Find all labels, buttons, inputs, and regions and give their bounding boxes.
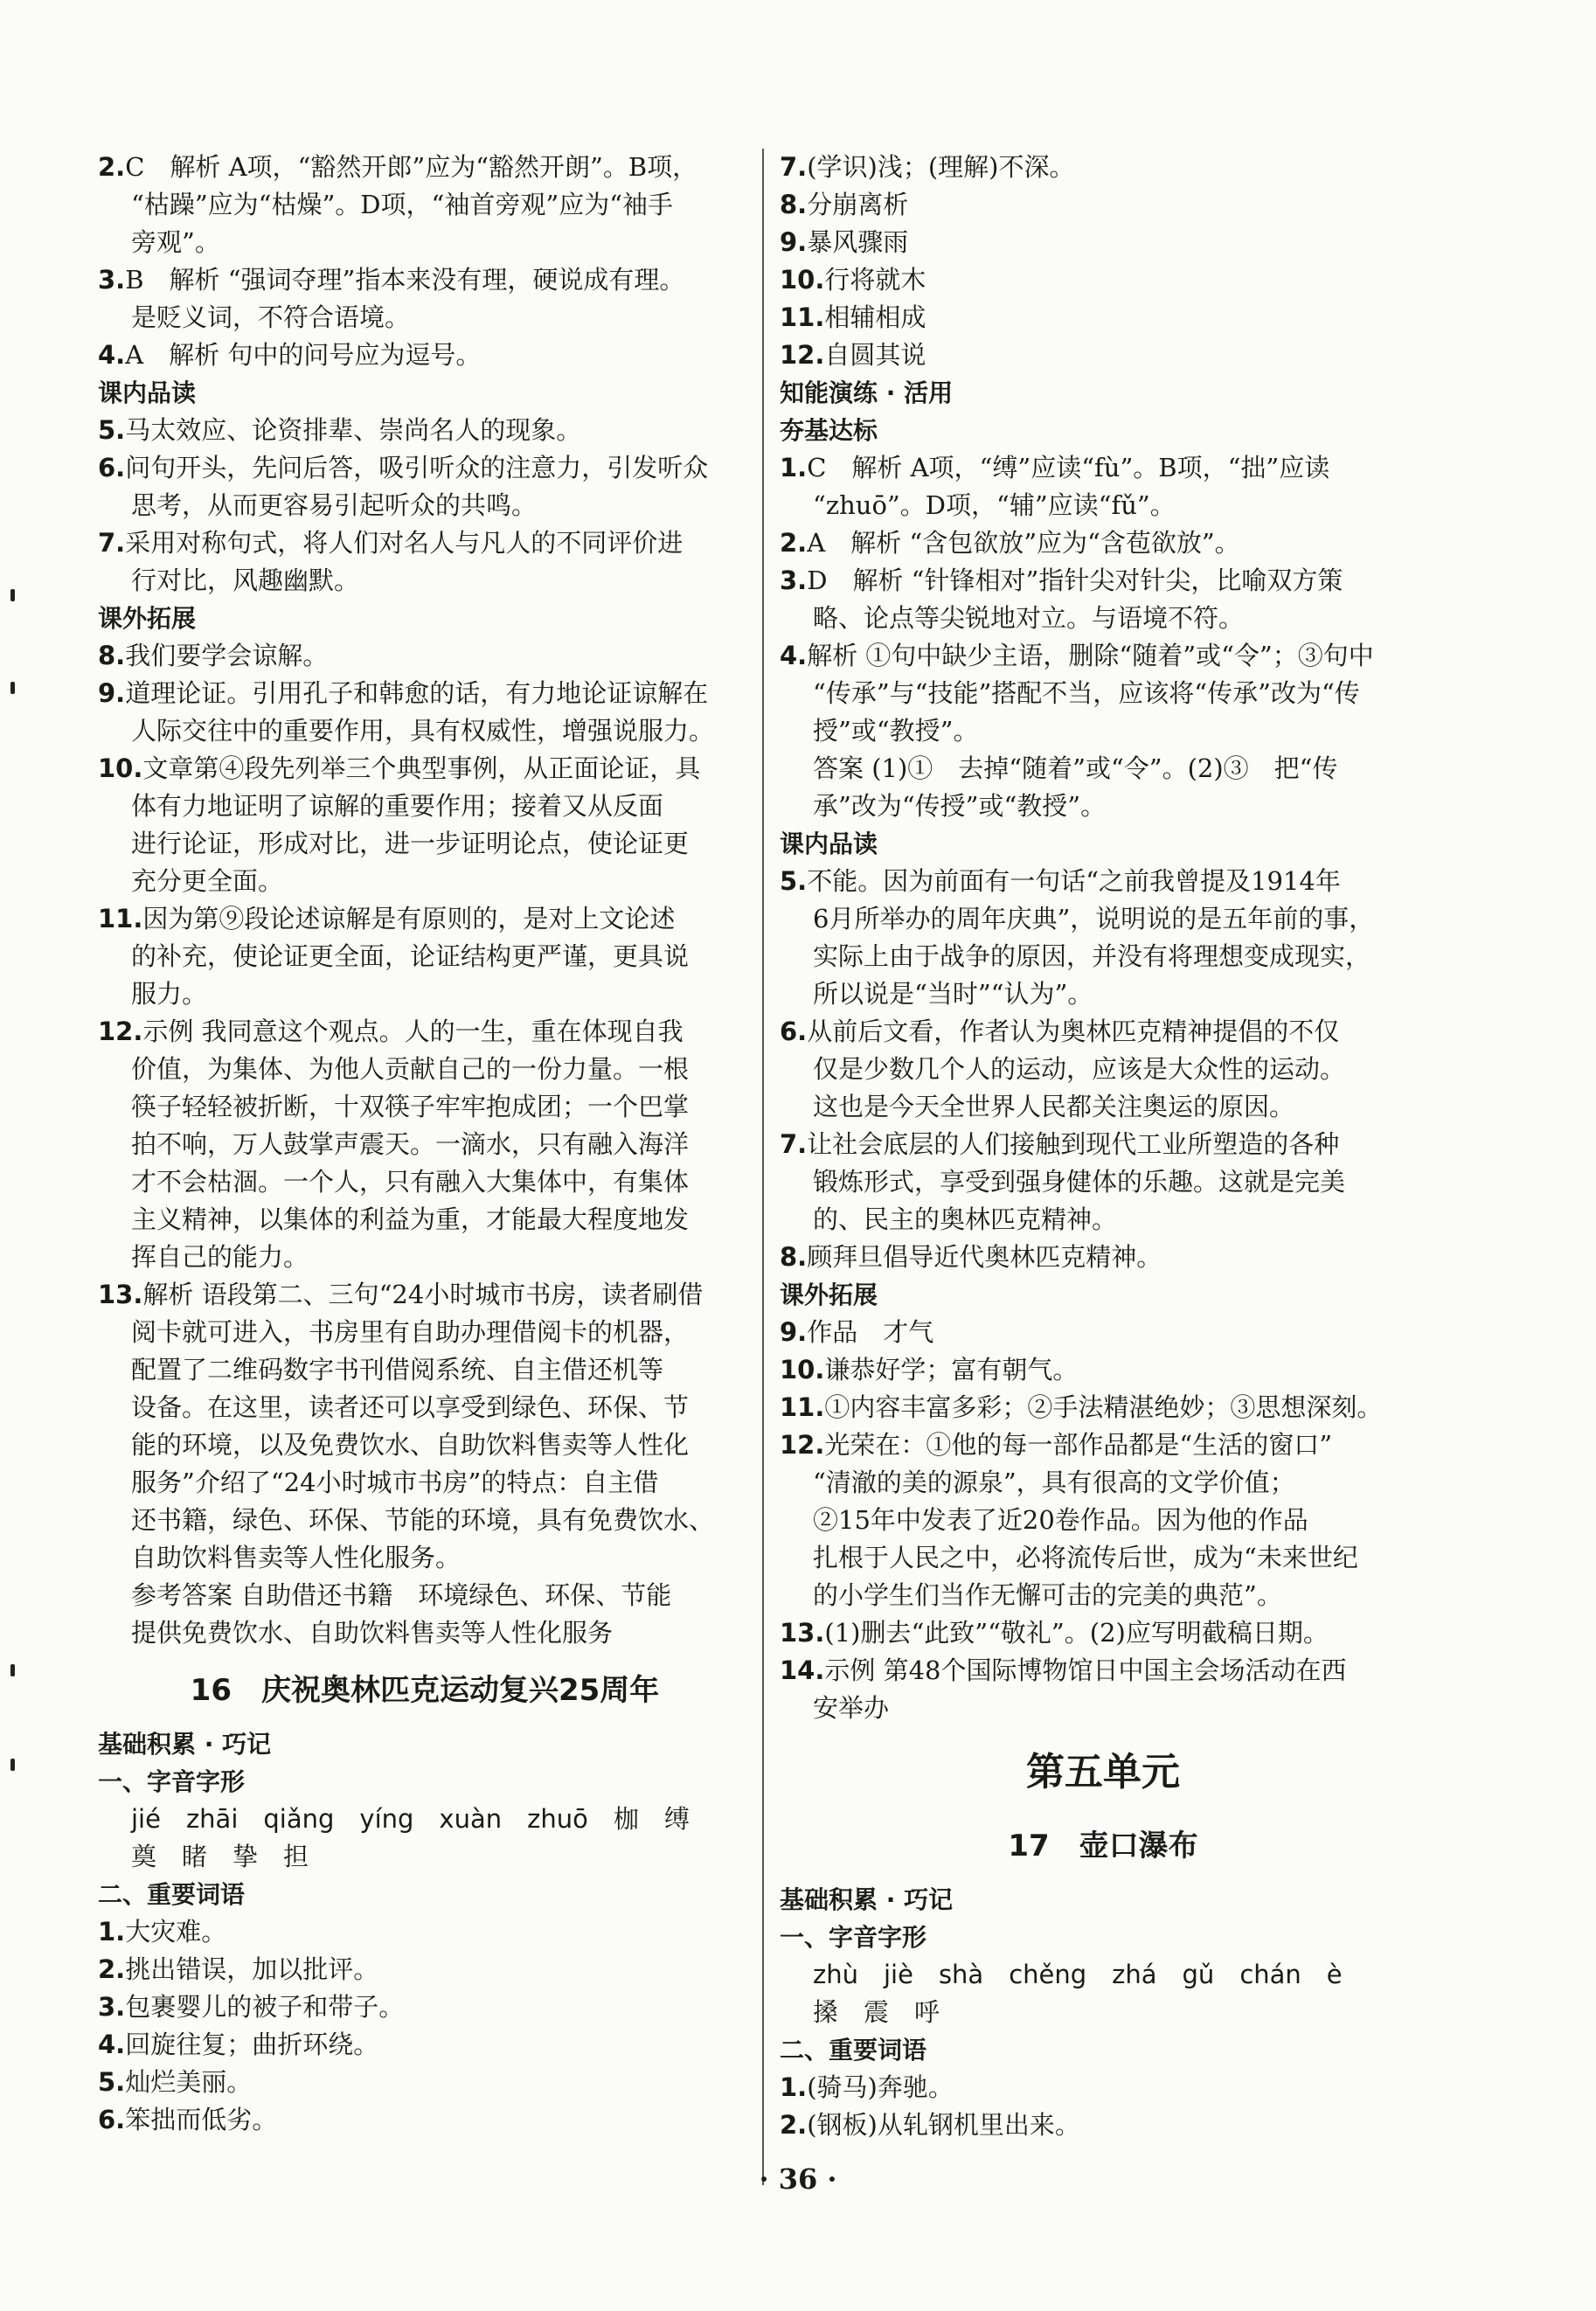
answer-text: 采用对称句式，将人们对名人与凡人的不同评价进 — [125, 528, 684, 558]
section-heading: 课外拓展 — [98, 604, 197, 633]
question-number: 13. — [780, 1618, 825, 1648]
continuation-line: “清澈的美的源泉”，具有很高的文学价值； — [813, 1468, 1295, 1497]
answer-text: 示例 我同意这个观点。人的一生，重在体现自我 — [142, 1017, 684, 1046]
question-number: 10. — [98, 753, 143, 783]
question-number: 12. — [780, 340, 825, 370]
answer-text: 挑出错误，加以批评。 — [125, 1954, 379, 1984]
continuation-line: 授”或“教授”。 — [813, 716, 979, 746]
answer-line — [98, 1913, 752, 1951]
left-column — [98, 149, 752, 2139]
answer-text: 包裹婴儿的被子和带子。 — [125, 1992, 405, 2022]
margin-mark — [10, 589, 15, 601]
continuation-line: 行对比，风趣幽默。 — [131, 566, 360, 595]
answer-line — [780, 562, 1426, 600]
answer-line — [780, 449, 1426, 487]
answer-text: 道理论证。引用孔子和韩愈的话，有力地论证谅解在 — [125, 678, 709, 708]
margin-mark — [10, 1664, 15, 1676]
answer-line — [780, 1314, 1426, 1351]
answer-text: C 解析 A项，“缚”应读“fù”。B项，“拙”应读 — [807, 453, 1330, 482]
answer-text: ①内容丰富多彩；②手法精湛绝妙；③思想深刻。 — [824, 1392, 1383, 1422]
answer-text: (骑马)奔驰。 — [807, 2072, 954, 2102]
question-number: 8. — [780, 1242, 808, 1272]
question-number: 3. — [98, 265, 126, 295]
continuation-line: 实际上由于战争的原因，并没有将理想变成现实， — [813, 941, 1371, 971]
section-heading: 知能演练 · 活用 — [780, 378, 954, 407]
question-number: 5. — [780, 866, 808, 896]
continuation-line: 自助饮料售卖等人性化服务。 — [131, 1543, 461, 1572]
answer-text: 顾拜旦倡导近代奥林匹克精神。 — [807, 1242, 1162, 1272]
answer-text: 相辅相成 — [824, 302, 926, 332]
answer-line — [780, 299, 1426, 337]
question-number: 9. — [780, 227, 808, 257]
answer-text: (钢板)从轧钢机里出来。 — [807, 2110, 1080, 2140]
answer-line — [98, 2026, 752, 2064]
answer-text: 作品 才气 — [807, 1317, 934, 1347]
question-number: 12. — [780, 1430, 825, 1460]
answer-line — [780, 149, 1426, 186]
answer-text: 解析 ①句中缺少主语，删除“随着”或“令”；③句中 — [807, 641, 1374, 670]
answer-text: 解析 语段第二、三句“24小时城市书房，读者刷借 — [142, 1280, 704, 1309]
answer-line — [780, 1351, 1426, 1389]
answer-line — [780, 1126, 1426, 1163]
continuation-line: 服力。 — [131, 979, 208, 1009]
continuation-line: 人际交往中的重要作用，具有权威性，增强说服力。 — [131, 716, 715, 746]
continuation-line: 配置了二维码数字书刊借阅系统、自主借还机等 — [131, 1355, 664, 1385]
answer-text: C 解析 A项，“豁然开郎”应为“豁然开朗”。B项， — [125, 152, 698, 182]
margin-mark — [10, 1759, 15, 1771]
question-number: 10. — [780, 1355, 825, 1385]
answer-line — [98, 750, 752, 788]
continuation-line: 能的环境，以及免费饮水、自助饮料售卖等人性化 — [131, 1430, 690, 1460]
answer-text: 从前后文看，作者认为奥林匹克精神提倡的不仅 — [807, 1017, 1340, 1046]
answer-line — [98, 1276, 752, 1314]
margin-mark — [10, 682, 15, 694]
question-number: 11. — [780, 302, 825, 332]
question-number: 8. — [780, 190, 808, 219]
answer-line — [780, 1652, 1426, 1690]
continuation-line: 服务”介绍了“24小时城市书房”的特点：自主借 — [131, 1468, 659, 1497]
answer-text: 问句开头，先问后答，吸引听众的注意力，引发听众 — [125, 453, 709, 482]
answer-line — [780, 524, 1426, 562]
answer-line — [98, 1951, 752, 1988]
question-number: 9. — [780, 1317, 808, 1347]
continuation-line: 答案 (1)① 去掉“随着”或“令”。(2)③ 把“传 — [813, 753, 1338, 783]
answer-line — [98, 675, 752, 712]
continuation-line: 扎根于人民之中，必将流传后世，成为“未来世纪 — [813, 1543, 1358, 1572]
answer-text: 我们要学会谅解。 — [125, 641, 329, 670]
question-number: 4. — [98, 340, 126, 370]
answer-line — [780, 1239, 1426, 1276]
continuation-line: 安举办 — [813, 1693, 890, 1723]
column-divider — [762, 149, 764, 2185]
answer-text: 暴风骤雨 — [807, 227, 909, 257]
section-heading: 一、字音字形 — [780, 1923, 927, 1952]
question-number: 4. — [98, 2030, 126, 2059]
question-number: 7. — [780, 1129, 808, 1159]
answer-line — [780, 1614, 1426, 1652]
section-heading: 课内品读 — [780, 829, 878, 858]
answer-text: 马太效应、论资排辈、崇尚名人的现象。 — [125, 415, 582, 445]
question-number: 10. — [780, 265, 825, 295]
question-number: 13. — [98, 1280, 143, 1309]
continuation-line: ②15年中发表了近20卷作品。因为他的作品 — [813, 1505, 1308, 1535]
question-number: 11. — [780, 1392, 825, 1422]
continuation-line: 参考答案 自助借还书籍 环境绿色、环保、节能 — [131, 1580, 672, 1610]
continuation-line: 体有力地证明了谅解的重要作用；接着又从反面 — [131, 791, 664, 821]
continuation-line: 拍不响，万人鼓掌声震天。一滴水，只有融入海洋 — [131, 1129, 690, 1159]
continuation-line: 设备。在这里，读者还可以享受到绿色、环保、节 — [131, 1392, 690, 1422]
question-number: 11. — [98, 904, 143, 933]
question-number: 14. — [780, 1655, 825, 1685]
section-heading: 二、重要词语 — [98, 1880, 246, 1909]
answer-text: 灿烂美丽。 — [125, 2067, 253, 2097]
continuation-line: 思考，从而更容易引起听众的共鸣。 — [131, 490, 538, 520]
section-heading: 一、字音字形 — [98, 1767, 246, 1796]
answer-line — [780, 2069, 1426, 2106]
continuation-line: “zhuō”。D项，“辅”应读“fǔ”。 — [813, 490, 1176, 520]
question-number: 6. — [780, 1017, 808, 1046]
answer-text: 自圆其说 — [824, 340, 926, 370]
answer-text: 回旋往复；曲折环绕。 — [125, 2030, 379, 2059]
continuation-line: 所以说是“当时”“认为”。 — [813, 979, 1093, 1009]
answer-line — [780, 186, 1426, 224]
question-number: 1. — [98, 1917, 126, 1947]
answer-line — [780, 2106, 1426, 2144]
continuation-line: 主义精神，以集体的利益为重，才能最大程度地发 — [131, 1204, 690, 1234]
continuation-line: 的补充，使论证更全面，论证结构更严谨，更具说 — [131, 941, 690, 971]
continuation-line: 6月所举办的周年庆典”，说明说的是五年前的事， — [813, 904, 1375, 933]
pinyin-line: jié zhāi qiǎng yíng xuàn zhuō 枷 缚 — [131, 1804, 690, 1834]
answer-line — [98, 2101, 752, 2139]
continuation-line: 提供免费饮水、自助饮料售卖等人性化服务 — [131, 1618, 614, 1648]
lesson-title: 16 庆祝奥林匹克运动复兴25周年 — [190, 1673, 660, 1708]
question-number: 9. — [98, 678, 126, 708]
answer-line — [780, 863, 1426, 900]
continuation-line: 是贬义词，不符合语境。 — [131, 302, 411, 332]
answer-line — [780, 261, 1426, 299]
answer-text: 让社会底层的人们接触到现代工业所塑造的各种 — [807, 1129, 1340, 1159]
page-number: · 36 · — [759, 2162, 837, 2196]
continuation-line: 充分更全面。 — [131, 866, 284, 896]
answer-line — [780, 1426, 1426, 1464]
answer-line — [98, 900, 752, 938]
answer-text: (学识)浅；(理解)不深。 — [807, 152, 1075, 182]
continuation-line: 旁观”。 — [131, 227, 220, 257]
answer-line — [98, 1988, 752, 2026]
answer-text: A 解析 “含包欲放”应为“含苞欲放”。 — [807, 528, 1240, 558]
question-number: 8. — [98, 641, 126, 670]
answer-text: 因为第⑨段论述谅解是有原则的，是对上文论述 — [142, 904, 676, 933]
question-number: 1. — [780, 453, 808, 482]
answer-text: D 解析 “针锋相对”指针尖对针尖，比喻双方策 — [807, 566, 1343, 595]
continuation-line: 才不会枯涸。一个人，只有融入大集体中，有集体 — [131, 1167, 690, 1197]
unit-title: 第五单元 — [1026, 1750, 1180, 1794]
continuation-line: 锻炼形式，享受到强身健体的乐趣。这就是完美 — [813, 1167, 1346, 1197]
question-number: 1. — [780, 2072, 808, 2102]
question-number: 3. — [780, 566, 808, 595]
answer-line — [98, 337, 752, 374]
answer-text: 行将就木 — [824, 265, 926, 295]
continuation-line: “枯躁”应为“枯燥”。D项，“袖首旁观”应为“袖手 — [131, 190, 674, 219]
answer-line — [98, 412, 752, 449]
answer-line — [98, 637, 752, 675]
section-heading: 课外拓展 — [780, 1280, 878, 1309]
question-number: 2. — [780, 528, 808, 558]
answer-line — [98, 149, 752, 186]
continuation-line: 还书籍，绿色、环保、节能的环境，具有免费饮水、 — [131, 1505, 715, 1535]
question-number: 5. — [98, 415, 126, 445]
answer-text: 谦恭好学；富有朝气。 — [824, 1355, 1079, 1385]
pinyin-line: zhù jiè shà chěng zhá gǔ chán è — [813, 1960, 1343, 1989]
section-heading: 基础积累 · 巧记 — [98, 1730, 272, 1759]
question-number: 3. — [98, 1992, 126, 2022]
answer-line — [780, 337, 1426, 374]
continuation-line: 进行论证，形成对比，进一步证明论点，使论证更 — [131, 829, 690, 858]
question-number: 2. — [98, 1954, 126, 1984]
right-column — [780, 149, 1426, 2144]
question-number: 6. — [98, 2105, 126, 2134]
continuation-line: 搡 震 呼 — [813, 1997, 940, 2027]
answer-line — [780, 1389, 1426, 1426]
answer-text: A 解析 句中的问号应为逗号。 — [125, 340, 482, 370]
answer-text: 示例 第48个国际博物馆日中国主会场活动在西 — [824, 1655, 1347, 1685]
continuation-line: 筷子轻轻被折断，十双筷子牢牢抱成团；一个巴掌 — [131, 1092, 690, 1121]
answer-line — [98, 524, 752, 562]
section-heading: 二、重要词语 — [780, 2036, 927, 2065]
continuation-line: “传承”与“技能”搭配不当，应该将“传承”改为“传 — [813, 678, 1360, 708]
continuation-line: 承”改为“传授”或“教授”。 — [813, 791, 1107, 821]
continuation-line: 仅是少数几个人的运动，应该是大众性的运动。 — [813, 1054, 1346, 1084]
question-number: 5. — [98, 2067, 126, 2097]
question-number: 2. — [98, 152, 126, 182]
continuation-line: 挥自己的能力。 — [131, 1242, 309, 1272]
answer-line — [98, 1013, 752, 1051]
section-heading: 课内品读 — [98, 378, 197, 407]
question-number: 7. — [98, 528, 126, 558]
lesson-title: 17 壶口瀑布 — [1008, 1829, 1198, 1863]
continuation-line: 这也是今天全世界人民都关注奥运的原因。 — [813, 1092, 1295, 1121]
answer-line — [780, 224, 1426, 261]
answer-line — [780, 1013, 1426, 1051]
question-number: 4. — [780, 641, 808, 670]
question-number: 7. — [780, 152, 808, 182]
question-number: 12. — [98, 1017, 143, 1046]
section-heading: 基础积累 · 巧记 — [780, 1885, 954, 1914]
answer-text: (1)删去“此致”“敬礼”。(2)应写明截稿日期。 — [824, 1618, 1329, 1648]
answer-text: 分崩离析 — [807, 190, 909, 219]
answer-line — [98, 261, 752, 299]
question-number: 2. — [780, 2110, 808, 2140]
continuation-line: 奠 睹 挚 担 — [131, 1842, 309, 1871]
question-number: 6. — [98, 453, 126, 482]
answer-line — [780, 637, 1426, 675]
continuation-line: 价值，为集体、为他人贡献自己的一份力量。一根 — [131, 1054, 690, 1084]
continuation-line: 阅卡就可进入，书房里有自助办理借阅卡的机器， — [131, 1317, 690, 1347]
section-heading: 夯基达标 — [780, 416, 878, 445]
answer-line — [98, 2064, 752, 2101]
answer-text: 不能。因为前面有一句话“之前我曾提及1914年 — [807, 866, 1341, 896]
answer-text: 笨拙而低劣。 — [125, 2105, 278, 2134]
continuation-line: 的、民主的奥林匹克精神。 — [813, 1204, 1118, 1234]
answer-line — [98, 449, 752, 487]
answer-text: 文章第④段先列举三个典型事例，从正面论证，具 — [142, 753, 701, 783]
continuation-line: 的小学生们当作无懈可击的完美的典范”。 — [813, 1580, 1282, 1610]
answer-text: B 解析 “强词夺理”指本来没有理，硬说成有理。 — [125, 265, 685, 295]
continuation-line: 略、论点等尖锐地对立。与语境不符。 — [813, 603, 1245, 633]
answer-text: 大灾难。 — [125, 1917, 227, 1947]
answer-text: 光荣在：①他的每一部作品都是“生活的窗口” — [824, 1430, 1333, 1460]
